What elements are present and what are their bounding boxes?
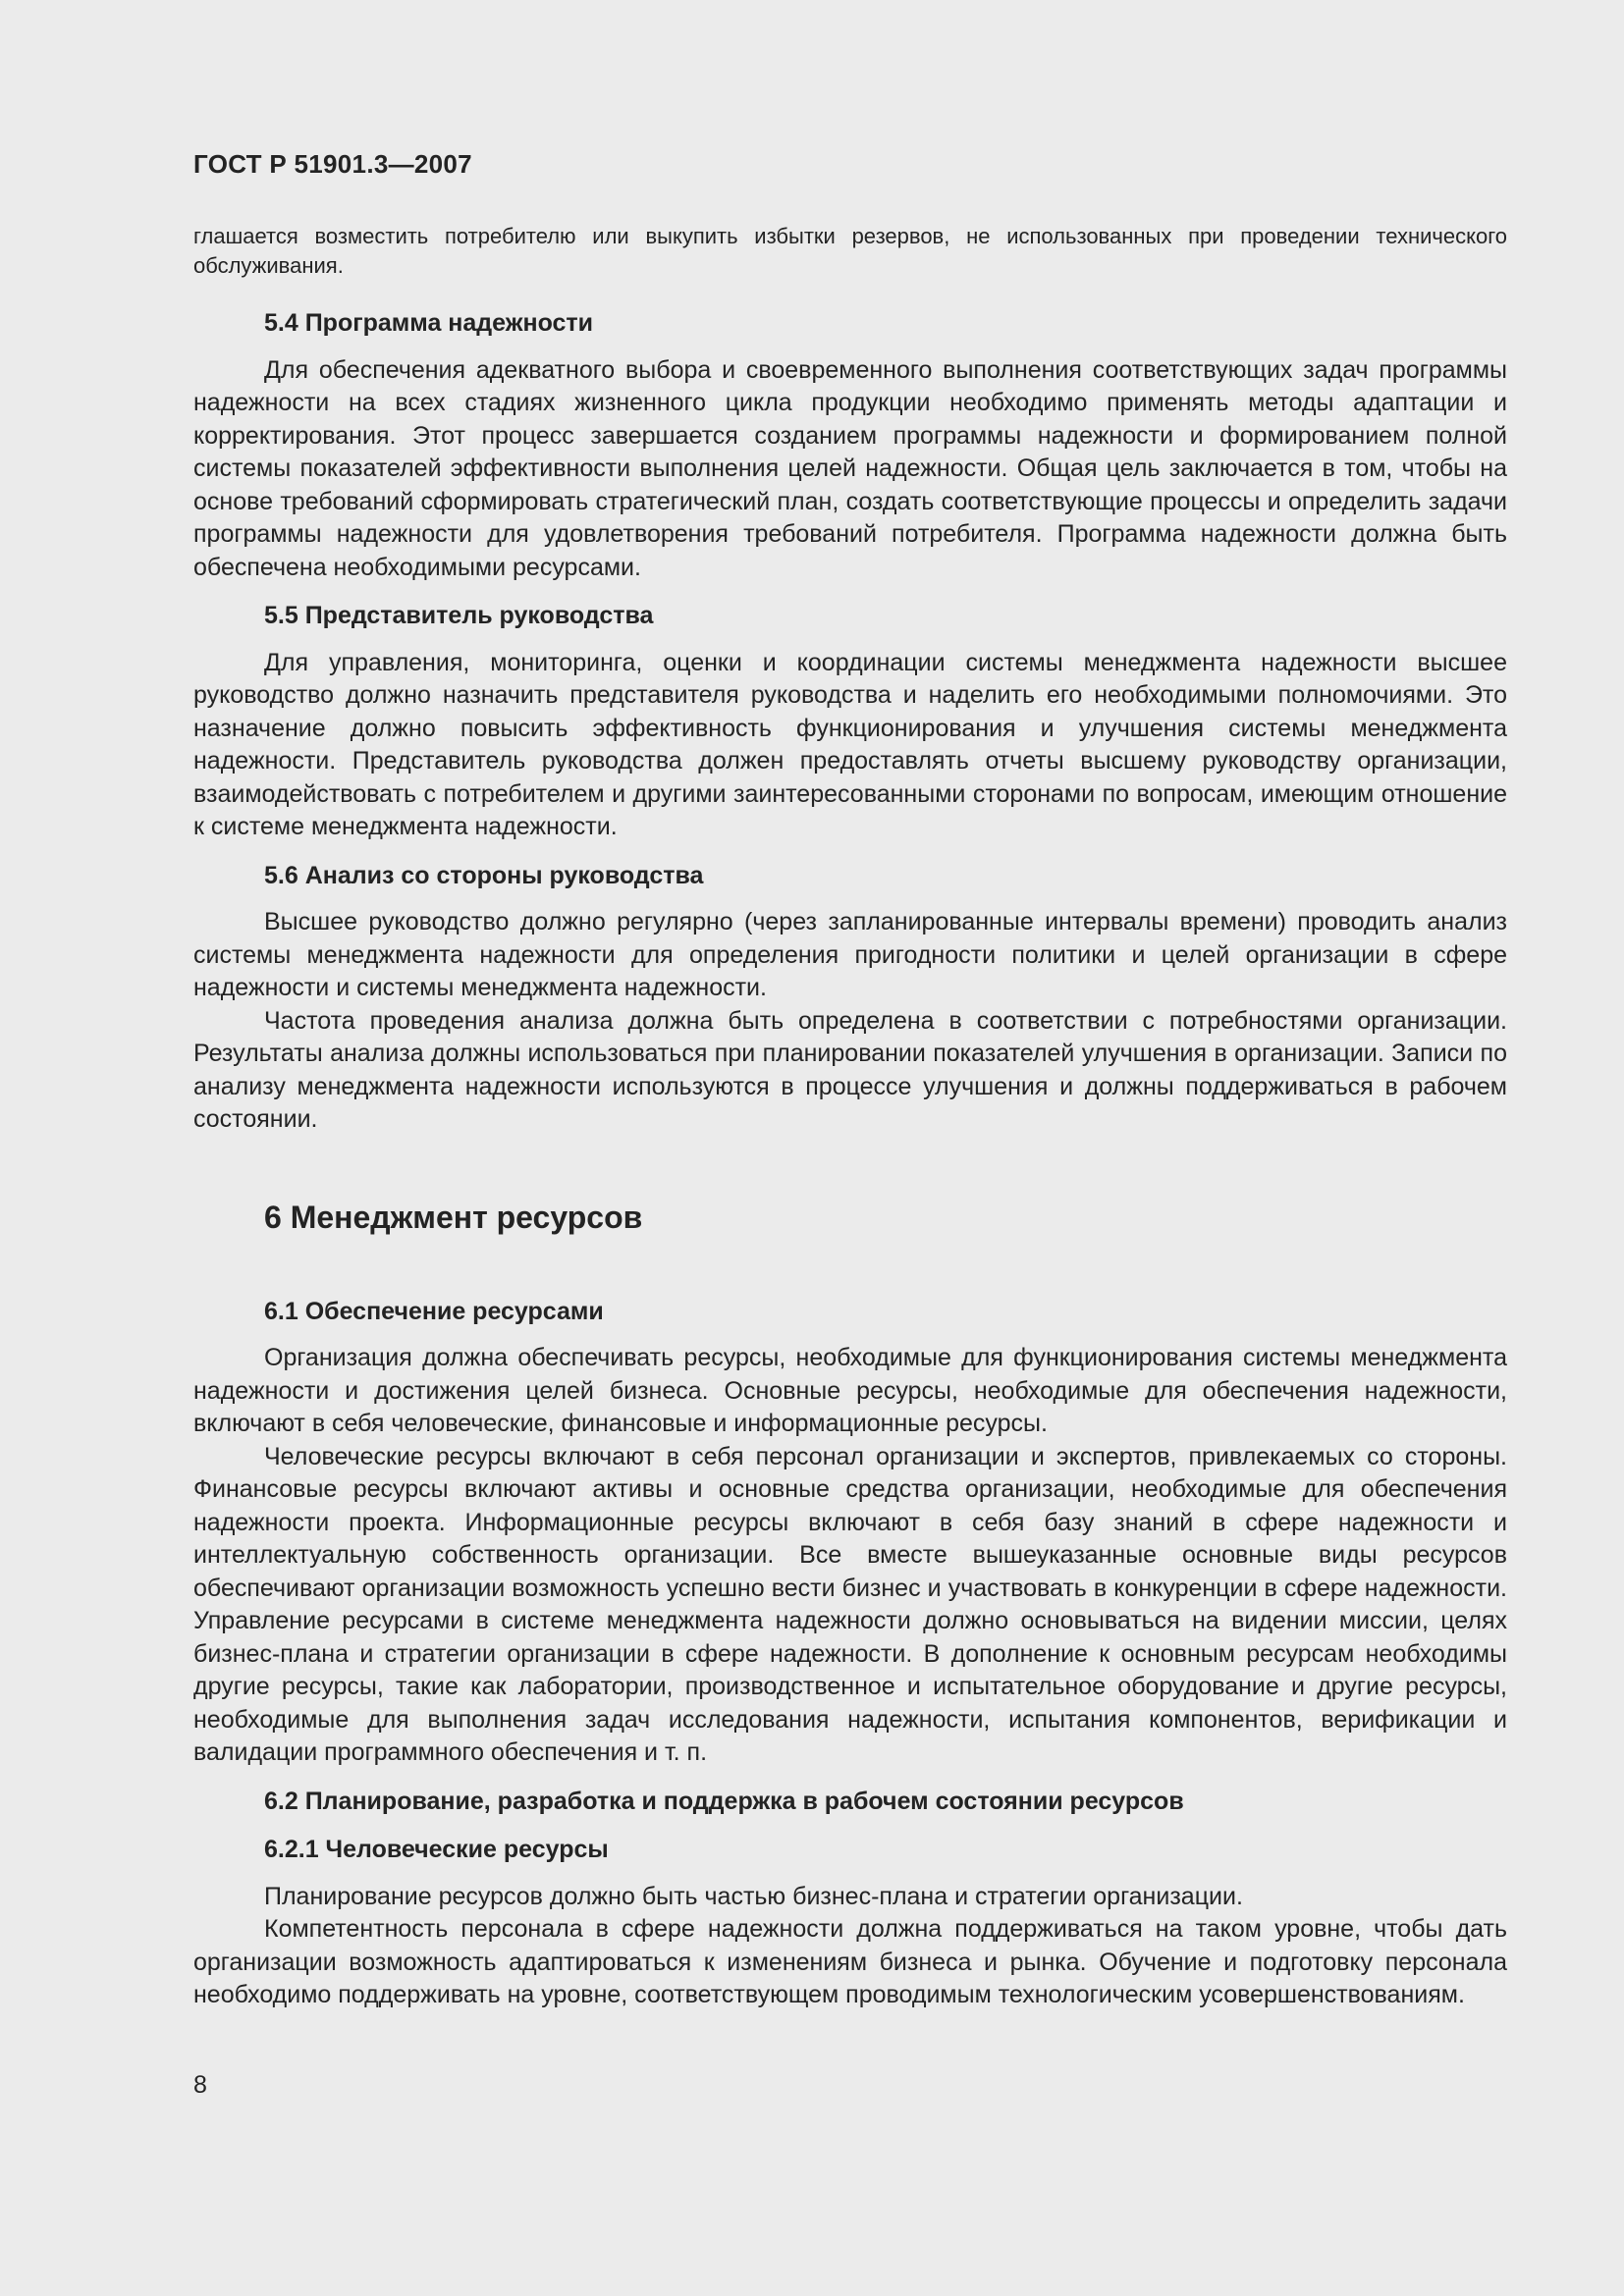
section-5-6-heading: 5.6 Анализ со стороны руководства [264, 861, 704, 889]
section-6-1-paragraph-2: Человеческие ресурсы включают в себя персонал организации и экспертов, привлекаемых со стороны. Финансовые ресурсы включают активы и основные средства организации, необходимые для обеспечения надежности проекта. Информационные ресурсы включают в себя базу знаний в сфере надежности и интеллектуальную собственность организации. Все вместе вышеуказанные основные виды ресурсов обеспечивают организации возможность успешно вести бизнес и участвовать в конкуренции в сфере надежности. Управление ресурсами в системе менеджмента надежности должно основываться на видении миссии, целях бизнес-плана и стратегии организации в сфере надежности. В дополнение к основным ресурсам необходимы другие ресурсы, такие как лаборатории, производственное и испытательное оборудование и другие ресурсы, необходимые для выполнения задач исследования надежности, испытания компонентов, верификации и валидации программного обеспечения и т. п. [193, 1442, 1507, 1766]
section-5-4-heading: 5.4 Программа надежности [264, 309, 594, 337]
continued-paragraph: глашается возместить потребителю или выкупить избытки резервов, не использованных при проведении технического обслуживания. [193, 224, 1507, 278]
document-code-header: ГОСТ Р 51901.3—2007 [193, 149, 472, 179]
section-6-1-paragraph-1: Организация должна обеспечивать ресурсы, необходимые для функционирования системы менеджмента надежности и достижения целей бизнеса. Основные ресурсы, необходимые для обеспечения надежности, включают в себя человеческие, финансовые и информационные ресурсы. [193, 1344, 1507, 1437]
section-5-4-paragraph: Для обеспечения адекватного выбора и своевременного выполнения соответствующих задач программы надежности на всех стадиях жизненного цикла продукции необходимо применять методы адаптации и корректирования. Этот процесс завершается созданием программы надежности и формированием полной системы показателей эффективности выполнения целей надежности. Общая цель заключается в том, чтобы на основе требований сформировать стратегический план, создать соответствующие процессы и определить задачи программы надежности для удовлетворения требований потребителя. Программа надежности должна быть обеспечена необходимыми ресурсами. [193, 355, 1507, 581]
section-5-5-paragraph: Для управления, мониторинга, оценки и координации системы менеджмента надежности высшее руководство должно назначить представителя руководства и наделить его необходимыми полномочиями. Это назначение должно повысить эффективность функционирования и улучшения системы менеджмента надежности. Представитель руководства должен предоставлять отчеты высшему руководству организации, взаимодействовать с потребителем и другими заинтересованными сторонами по вопросам, имеющим отношение к системе менеджмента надежности. [193, 648, 1507, 840]
page-content [193, 222, 1507, 2012]
section-6-2-1-heading: 6.2.1 Человеческие ресурсы [264, 1836, 609, 1863]
section-6-heading: 6 Менеджмент ресурсов [264, 1199, 643, 1235]
section-6-2-1-paragraph-2: Компетентность персонала в сфере надежности должна поддерживаться на таком уровне, чтобы дать организации возможность адаптироваться к изменениям бизнеса и рынка. Обучение и подготовку персонала необходимо поддерживать на уровне, соответствующем проводимым технологическим усовершенствованиям. [193, 1915, 1507, 2008]
section-6-1-heading: 6.1 Обеспечение ресурсами [264, 1297, 604, 1325]
section-5-5-heading: 5.5 Представитель руководства [264, 602, 654, 629]
section-5-6-paragraph-2: Частота проведения анализа должна быть определена в соответствии с потребностями организации. Результаты анализа должны использоваться при планировании показателей улучшения в организации. Записи по анализу менеджмента надежности используются в процессе улучшения и должны поддерживаться в рабочем состоянии. [193, 1006, 1507, 1133]
page-number: 8 [193, 2071, 207, 2099]
section-6-2-heading: 6.2 Планирование, разработка и поддержка в рабочем состоянии ресурсов [264, 1787, 1184, 1815]
section-6-2-1-paragraph-1: Планирование ресурсов должно быть частью бизнес-плана и стратегии организации. [264, 1882, 1243, 1910]
section-5-6-paragraph-1: Высшее руководство должно регулярно (через запланированные интервалы времени) проводить анализ системы менеджмента надежности для определения пригодности политики и целей организации в сфере надежности и системы менеджмента надежности. [193, 908, 1507, 1001]
